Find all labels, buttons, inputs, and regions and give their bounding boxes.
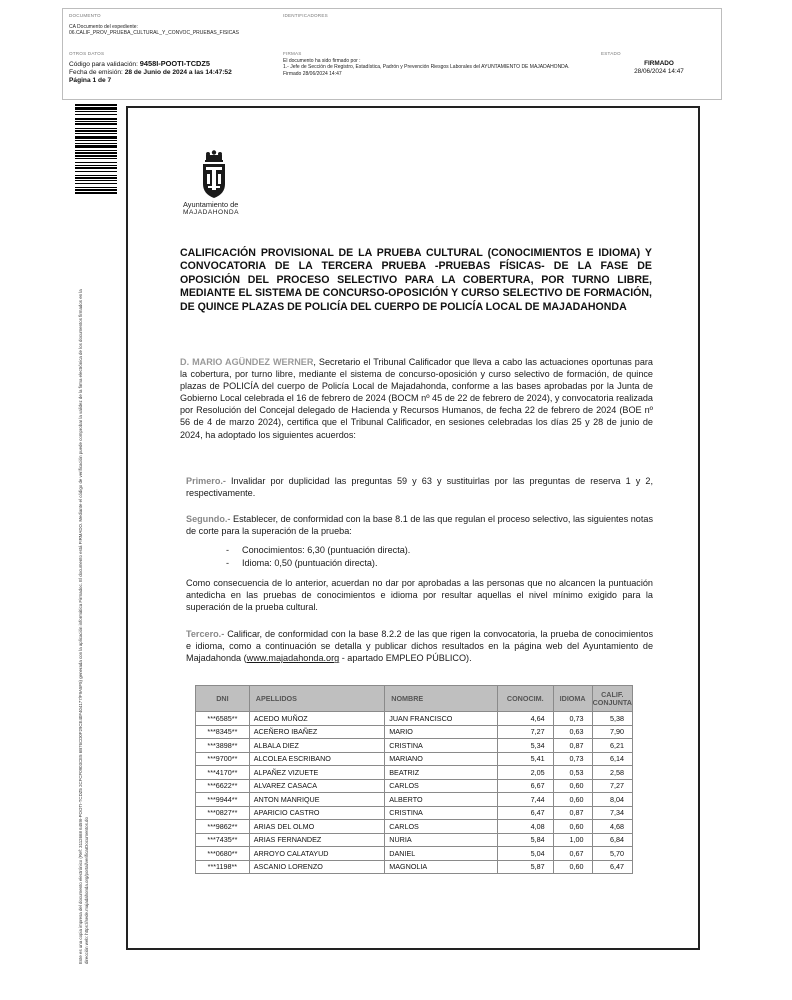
results-table bbox=[195, 685, 633, 874]
firmas-caption: FIRMAS bbox=[283, 51, 302, 56]
conocim-cell: 5,41 bbox=[497, 752, 553, 766]
calif-conjunta-cell: 2,58 bbox=[592, 766, 632, 780]
conocim-cell: 4,64 bbox=[497, 712, 553, 726]
nombre-cell: BEATRIZ bbox=[385, 766, 498, 780]
table-row bbox=[196, 833, 633, 847]
calif-conjunta-cell: 5,70 bbox=[592, 847, 632, 861]
nombre-cell: CRISTINA bbox=[385, 806, 498, 820]
idioma-cell: 0,53 bbox=[553, 766, 592, 780]
conocim-cell: 6,67 bbox=[497, 779, 553, 793]
segundo-lead: Segundo.- bbox=[186, 514, 231, 524]
segundo-text: Establecer, de conformidad con la base 8.1 de las que regulan el proceso selectivo, las siguientes notas de corte para la superación de la prueba: bbox=[186, 514, 653, 537]
nombre-cell: MARIO bbox=[385, 725, 498, 739]
column-header-nombre: NOMBRE bbox=[385, 686, 498, 712]
dni-cell: ***4170** bbox=[196, 766, 250, 780]
column-header-idioma: IDIOMA bbox=[553, 686, 592, 712]
column-header-dni: DNI bbox=[196, 686, 250, 712]
apellidos-cell: ANTON MANRIQUE bbox=[249, 793, 385, 807]
segundo-paragraph bbox=[186, 513, 653, 537]
conocim-cell: 7,44 bbox=[497, 793, 553, 807]
table-row bbox=[196, 793, 633, 807]
table-row bbox=[196, 712, 633, 726]
consecuencia-paragraph: Como consecuencia de lo anterior, acuerdan no dar por aprobadas a las personas que no alcancen la puntuación antedicha en las pruebas de conocimientos e idioma por resultar aquellas el nivel mínimo exigido para la superación de la prueba cultural. bbox=[186, 578, 653, 613]
barcode bbox=[75, 104, 117, 276]
fecha-value: 28 de Junio de 2024 a las 14:47:52 bbox=[124, 69, 232, 76]
table-row bbox=[196, 847, 633, 861]
document-title: CALIFICACIÓN PROVISIONAL DE LA PRUEBA CULTURAL (CONOCIMIENTOS E IDIOMA) Y CONVOCATORIA DE LA TERCERA PRUEBA -PRUEBAS FÍSICAS- DE LA FASE DE OPOSICIÓN DEL PROCESO SELECTIVO PARA LA COBERTURA, POR TURNO LIBRE, MEDIANTE EL SISTEMA DE CONCURSO-OPOSICIÓN Y CURSO SELECTIVO DE FORMACIÓN, DE QUINCE PLAZAS DE POLICÍA DEL CUERPO DE POLICÍA LOCAL DE MAJADAHONDA bbox=[180, 247, 652, 313]
calif-conjunta-cell: 6,84 bbox=[592, 833, 632, 847]
column-header-calif-conjunta: CALIF. CONJUNTA bbox=[592, 686, 632, 712]
apellidos-cell: ALBALA DIEZ bbox=[249, 739, 385, 753]
apellidos-cell: ALPAÑEZ VIZUETE bbox=[249, 766, 385, 780]
dni-cell: ***9862** bbox=[196, 820, 250, 834]
intro-paragraph bbox=[180, 356, 653, 441]
table-header-row bbox=[196, 686, 633, 712]
estado-cell bbox=[595, 46, 723, 101]
logo-line2: MAJADAHONDA bbox=[183, 209, 240, 216]
conocim-cell: 5,87 bbox=[497, 860, 553, 874]
idioma-cell: 0,60 bbox=[553, 779, 592, 793]
dni-cell: ***3898** bbox=[196, 739, 250, 753]
calif-conjunta-cell: 8,04 bbox=[592, 793, 632, 807]
nombre-cell: MARIANO bbox=[385, 752, 498, 766]
verification-margin-note: Este es una copia impresa del documento electrónico (Ref: 3112668 6459I-POOTI-TCDZ5 2CFCF0903CE5 6B76CD0F29CE40F404177/F9A5F5) generada con la aplicación informática Firmadoc. El documento está FIRMADO. Mediante el código de verificación puede comprobar la validez de la firma electrónica de los documentos firmados en la dirección web: https://sede.majadahonda.org/portal/verificarDocumentos.do bbox=[78, 289, 89, 964]
conocim-cell: 5,34 bbox=[497, 739, 553, 753]
apellidos-cell: ARROYO CALATAYUD bbox=[249, 847, 385, 861]
apellidos-cell: ALCOLEA ESCRIBANO bbox=[249, 752, 385, 766]
table-row bbox=[196, 766, 633, 780]
apellidos-cell: APARICIO CASTRO bbox=[249, 806, 385, 820]
table-row bbox=[196, 752, 633, 766]
apellidos-cell: ACEDO MUÑOZ bbox=[249, 712, 385, 726]
primero-lead: Primero.- bbox=[186, 476, 226, 486]
idioma-cell: 0,63 bbox=[553, 725, 592, 739]
table-row bbox=[196, 779, 633, 793]
bullet-conocimientos-text: Conocimientos: 6,30 (puntuación directa). bbox=[242, 545, 411, 555]
dni-cell: ***9944** bbox=[196, 793, 250, 807]
nombre-cell: MAGNOLIA bbox=[385, 860, 498, 874]
identificadores-cell bbox=[277, 9, 723, 46]
documento-caption: DOCUMENTO bbox=[69, 13, 101, 18]
intro-text: , Secretario el Tribunal Calificador que lleva a cabo las actuaciones oportunas para la cobertura, por turno libre, mediante el sistema de concurso-oposición y curso selectivo de formación, de quince plazas de POLICÍA del cuerpo de Policía Local de Majadahonda, conforme a las bases aprobadas por la Junta de Gobierno Local celebrada el 16 de febrero de 2024 (BOCM nº 45 de 22 de febrero de 2024), y convocatoria realizada por Resolución del Concejal delegado de Hacienda y Recursos Humanos, de fecha 22 de febrero de 2024 (BOE nº 56 de 4 de marzo 2024), certifica que el Tribunal Calificador, en sesiones celebradas los días 25 y 28 de junio de 2024, ha adoptado los siguientes acuerdos: bbox=[180, 357, 653, 440]
apellidos-cell: ARIAS FERNANDEZ bbox=[249, 833, 385, 847]
barcode-stripe bbox=[75, 194, 117, 195]
estado-fecha: 28/06/2024 14:47 bbox=[634, 68, 684, 75]
dni-cell: ***6585** bbox=[196, 712, 250, 726]
apellidos-cell: ARIAS DEL OLMO bbox=[249, 820, 385, 834]
dni-cell: ***1198** bbox=[196, 860, 250, 874]
conocim-cell: 4,08 bbox=[497, 820, 553, 834]
nombre-cell: CARLOS bbox=[385, 820, 498, 834]
primero-paragraph bbox=[186, 475, 653, 499]
document-header bbox=[62, 8, 722, 100]
identificadores-caption: IDENTIFICADORES bbox=[283, 13, 328, 18]
calif-conjunta-cell: 6,47 bbox=[592, 860, 632, 874]
table-row bbox=[196, 725, 633, 739]
firmas-line1: El documento ha sido firmado por : bbox=[283, 58, 361, 64]
nombre-cell: DANIEL bbox=[385, 847, 498, 861]
nombre-cell: CRISTINA bbox=[385, 739, 498, 753]
apellidos-cell: ALVAREZ CASACA bbox=[249, 779, 385, 793]
documento-value: CA Documento del expediente: 06.CALIF_PROV_PRUEBA_CULTURAL_Y_CONVOC_PRUEBAS_FISICAS bbox=[69, 24, 239, 37]
conocim-cell: 6,47 bbox=[497, 806, 553, 820]
logo-line1: Ayuntamiento de bbox=[183, 200, 239, 209]
conocim-cell: 5,04 bbox=[497, 847, 553, 861]
nombre-cell: ALBERTO bbox=[385, 793, 498, 807]
tercero-lead: Tercero.- bbox=[186, 629, 225, 639]
tercero-paragraph bbox=[186, 628, 653, 664]
bullet-idioma-text: Idioma: 0,50 (puntuación directa). bbox=[242, 558, 378, 568]
estado-caption: ESTADO bbox=[601, 51, 621, 56]
dni-cell: ***9700** bbox=[196, 752, 250, 766]
calif-conjunta-cell: 6,21 bbox=[592, 739, 632, 753]
idioma-cell: 0,87 bbox=[553, 739, 592, 753]
calif-conjunta-cell: 7,27 bbox=[592, 779, 632, 793]
bullet-idioma: - Idioma: 0,50 (puntuación directa). bbox=[226, 558, 378, 568]
fecha-label: Fecha de emisión: bbox=[69, 69, 123, 76]
table-row bbox=[196, 806, 633, 820]
estado-value: FIRMADO bbox=[644, 60, 674, 67]
table-row bbox=[196, 860, 633, 874]
website-link[interactable]: www.majadahonda.org bbox=[246, 653, 340, 664]
bullet-conocimientos: - Conocimientos: 6,30 (puntuación directa). bbox=[226, 545, 411, 555]
calif-conjunta-cell: 4,68 bbox=[592, 820, 632, 834]
conocim-cell: 2,05 bbox=[497, 766, 553, 780]
documento-cell bbox=[63, 9, 277, 46]
codigo-value: 9458I-POOTI-TCDZ5 bbox=[139, 59, 210, 68]
coat-of-arms-icon bbox=[197, 150, 231, 200]
secretary-name: D. MARIO AGÜNDEZ WERNER bbox=[180, 357, 314, 367]
idioma-cell: 0,67 bbox=[553, 847, 592, 861]
nombre-cell: NURIA bbox=[385, 833, 498, 847]
dni-cell: ***8345** bbox=[196, 725, 250, 739]
dni-cell: ***0827** bbox=[196, 806, 250, 820]
ayuntamiento-logo bbox=[183, 150, 247, 220]
dni-cell: ***0680** bbox=[196, 847, 250, 861]
firmas-cell bbox=[277, 46, 595, 101]
apellidos-cell: ASCANIO LORENZO bbox=[249, 860, 385, 874]
codigo-label: Código para validación: bbox=[69, 61, 138, 68]
conocim-cell: 7,27 bbox=[497, 725, 553, 739]
nombre-cell: CARLOS bbox=[385, 779, 498, 793]
nombre-cell: JUAN FRANCISCO bbox=[385, 712, 498, 726]
calif-conjunta-cell: 6,14 bbox=[592, 752, 632, 766]
dni-cell: ***7435** bbox=[196, 833, 250, 847]
table-row bbox=[196, 820, 633, 834]
firmas-line2: 1.- Jefe de Sección de Registro, Estadística, Padrón y Prevención Riesgos Laborales del AYUNTAMIENTO DE MAJADAHONDA. Firmado 28/06/2024 14:47 bbox=[283, 64, 570, 77]
tercero-tail: - apartado EMPLEO PÚBLICO). bbox=[339, 653, 472, 664]
calif-conjunta-cell: 7,90 bbox=[592, 725, 632, 739]
tercero-text: Calificar, de conformidad con la base 8.2.2 de las que rigen la convocatoria, la prueba de conocimientos e idioma, como a continuación se detalla y publicar dichos resultados en la página web del Ayuntamiento de Majadahonda ( bbox=[186, 629, 653, 664]
idioma-cell: 0,87 bbox=[553, 806, 592, 820]
dni-cell: ***6622** bbox=[196, 779, 250, 793]
idioma-cell: 0,73 bbox=[553, 712, 592, 726]
conocim-cell: 5,84 bbox=[497, 833, 553, 847]
table-row bbox=[196, 739, 633, 753]
otros-datos-caption: OTROS DATOS bbox=[69, 51, 105, 56]
idioma-cell: 0,60 bbox=[553, 860, 592, 874]
idioma-cell: 1,00 bbox=[553, 833, 592, 847]
primero-text: Invalidar por duplicidad las preguntas 59 y 63 y sustituirlas por las preguntas de reserva 1 y 2, respectivamente. bbox=[186, 476, 653, 499]
calif-conjunta-cell: 5,38 bbox=[592, 712, 632, 726]
idioma-cell: 0,60 bbox=[553, 793, 592, 807]
column-header-conocim: CONOCIM. bbox=[497, 686, 553, 712]
page-indicator: Página 1 de 7 bbox=[69, 77, 112, 84]
idioma-cell: 0,73 bbox=[553, 752, 592, 766]
calif-conjunta-cell: 7,34 bbox=[592, 806, 632, 820]
apellidos-cell: ACEÑERO IBAÑEZ bbox=[249, 725, 385, 739]
column-header-apellidos: APELLIDOS bbox=[249, 686, 385, 712]
idioma-cell: 0,60 bbox=[553, 820, 592, 834]
otros-datos-cell bbox=[63, 46, 277, 101]
